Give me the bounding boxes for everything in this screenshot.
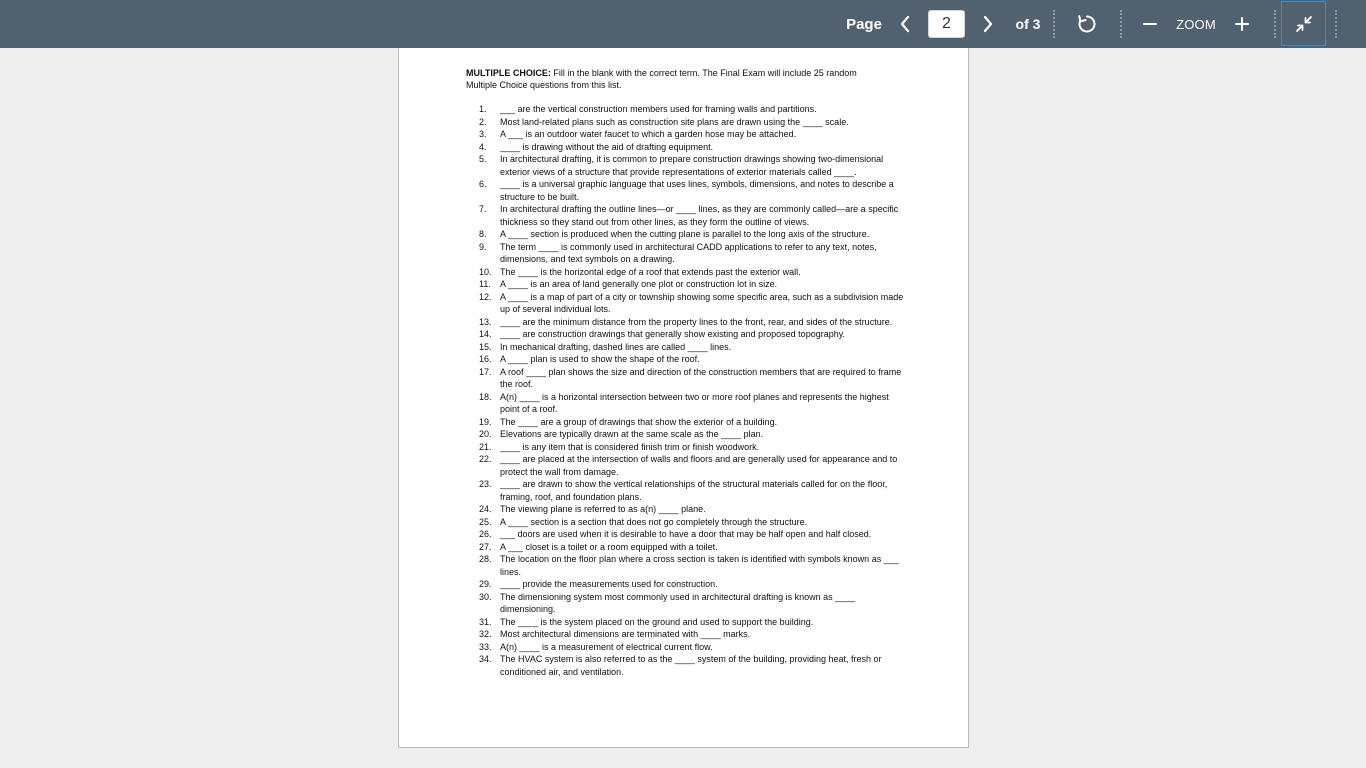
list-item [479,266,907,279]
question-number: 7. [479,204,487,214]
question-number: 23. [479,479,492,489]
list-item [479,553,907,578]
question-number: 33. [479,641,492,652]
minus-icon [1142,16,1158,32]
question-number: 29. [479,579,492,589]
question-text: Most architectural dimensions are terminated with ____ marks. [500,629,751,639]
question-number: 10. [479,266,492,277]
total-pages: of 3 [1015,16,1041,32]
question-number: 1. [479,104,487,114]
question-number: 31. [479,616,492,627]
list-item [479,316,907,329]
question-number: 19. [479,416,492,427]
list-item [479,153,907,178]
list-item [479,141,907,154]
question-text: A ____ plan is used to show the shape of the roof. [500,354,700,364]
question-number: 11. [479,279,491,289]
document-page [398,48,969,748]
question-text: ____ is a universal graphic language that uses lines, symbols, dimensions, and notes to describe a structure to be built. [500,179,894,202]
question-number: 5. [479,154,487,164]
next-page-button[interactable] [976,0,1000,48]
question-text: A ____ is a map of part of a city or township showing some specific area, such as a subdivision made up of several individual lots. [500,291,904,314]
question-number: 20. [479,429,492,439]
list-item [479,228,907,241]
list-item [479,366,907,391]
question-text: Elevations are typically drawn at the same scale as the ____ plan. [500,429,764,439]
list-item [479,178,907,203]
list-item [479,128,907,141]
list-item [479,641,907,654]
list-item [479,441,907,454]
question-text: A(n) ____ is a measurement of electrical current flow. [500,641,713,652]
document-viewer[interactable] [0,48,1366,768]
list-item [479,341,907,354]
list-item [479,616,907,629]
question-text: The ____ is the system placed on the ground and used to support the building. [500,616,814,627]
question-text: A ____ section is a section that does not go completely through the structure. [500,516,808,527]
question-number: 17. [479,366,492,377]
zoom-in-button[interactable] [1228,0,1256,48]
page-label: Page [846,15,882,33]
divider [1274,10,1276,38]
question-number: 4. [479,141,487,152]
list-item [479,103,907,116]
toolbar [0,0,1366,48]
question-text: ____ are placed at the intersection of walls and floors and are generally used for appearance and to protect the wall from damage. [500,454,898,477]
divider [1335,10,1337,38]
question-number: 21. [479,441,492,452]
list-item [479,428,907,441]
question-text: A roof ____ plan shows the size and direction of the construction members that are required to frame the roof. [500,366,902,389]
zoom-out-button[interactable] [1136,0,1164,48]
instructions-text: Fill in the blank with the correct term. The Final Exam will include 25 random Multiple Choice questions from this list. [466,68,857,91]
list-item [479,416,907,429]
question-text: The location on the floor plan where a cross section is taken is identified with symbols known as ___ lines. [500,554,899,577]
divider [1120,10,1122,38]
question-text: The viewing plane is referred to as a(n) ____ plane. [500,504,706,514]
chevron-left-icon [899,15,911,33]
question-number: 6. [479,179,487,189]
question-text: ____ is drawing without the aid of drafting equipment. [500,141,714,152]
question-number: 12. [479,291,492,302]
question-text: The ____ are a group of drawings that show the exterior of a building. [500,416,778,427]
question-text: A ____ section is produced when the cutting plane is parallel to the long axis of the structure. [500,229,870,239]
list-item [479,391,907,416]
list-item [479,503,907,516]
list-item [479,578,907,591]
question-number: 9. [479,241,487,252]
question-text: A(n) ____ is a horizontal intersection between two or more roof planes and represents the highest point of a roof. [500,391,889,414]
question-number: 3. [479,129,487,139]
question-number: 13. [479,316,492,327]
list-item [479,203,907,228]
question-text: The ____ is the horizontal edge of a roof that extends past the exterior wall. [500,266,801,277]
question-list [479,103,907,678]
list-item [479,528,907,541]
collapse-button[interactable] [1281,1,1326,46]
list-item [479,653,907,678]
question-number: 27. [479,541,492,552]
rotate-icon [1076,13,1098,35]
question-text: In architectural drafting, it is common to prepare construction drawings showing two-dimensional exterior views of a structure that provide representations of exterior materials called ____. [500,154,884,177]
question-number: 16. [479,354,492,364]
question-text: ____ are the minimum distance from the property lines to the front, rear, and sides of the structure. [500,316,893,327]
collapse-icon [1294,14,1314,34]
instructions-heading: MULTIPLE CHOICE: [466,68,551,78]
question-text: ____ provide the measurements used for construction. [500,579,718,589]
chevron-right-icon [982,15,994,33]
question-text: The HVAC system is also referred to as the ____ system of the building, providing heat, fresh or conditioned air, and ventilation. [500,654,882,677]
question-number: 25. [479,516,492,527]
list-item [479,241,907,266]
question-number: 32. [479,629,492,639]
question-text: ___ doors are used when it is desirable to have a door that may be half open and half closed. [500,529,872,539]
list-item [479,328,907,341]
question-text: In architectural drafting the outline lines—or ____ lines, as they are commonly called—are a specific thickness so they stand out from other lines, as they form the outline of views. [500,204,899,227]
zoom-label: ZOOM [1176,16,1216,32]
list-item [479,541,907,554]
question-number: 14. [479,329,492,339]
plus-icon [1234,16,1250,32]
question-text: ____ are drawn to show the vertical relationships of the structural materials called for on the floor, framing, roof, and foundation plans. [500,479,888,502]
list-item [479,353,907,366]
question-number: 34. [479,654,492,664]
question-text: A ___ is an outdoor water faucet to which a garden hose may be attached. [500,129,797,139]
question-number: 2. [479,116,487,127]
question-number: 15. [479,341,492,352]
divider [1053,10,1055,38]
question-text: Most land-related plans such as construction site plans are drawn using the ____ scale. [500,116,849,127]
list-item [479,291,907,316]
list-item [479,116,907,129]
list-item [479,628,907,641]
list-item [479,478,907,503]
question-number: 24. [479,504,492,514]
question-number: 18. [479,391,492,402]
question-text: ___ are the vertical construction members used for framing walls and partitions. [500,104,817,114]
list-item [479,278,907,291]
question-text: In mechanical drafting, dashed lines are called ____ lines. [500,341,732,352]
question-text: A ____ is an area of land generally one plot or construction lot in size. [500,279,778,289]
list-item [479,516,907,529]
list-item [479,453,907,478]
question-text: The term ____ is commonly used in architectural CADD applications to refer to any text, notes, dimensions, and text symbols on a drawing. [500,241,877,264]
instructions [466,67,886,91]
question-text: ____ are construction drawings that generally show existing and proposed topography. [500,329,846,339]
previous-page-button[interactable] [893,0,917,48]
rotate-button[interactable] [1070,0,1104,48]
list-item [479,591,907,616]
question-number: 28. [479,554,492,564]
page-number-input[interactable] [928,10,965,38]
question-number: 8. [479,229,487,239]
question-number: 26. [479,529,492,539]
question-text: The dimensioning system most commonly used in architectural drafting is known as ____ dimensioning. [500,591,856,614]
question-text: A ___ closet is a toilet or a room equipped with a toilet. [500,541,718,552]
question-text: ____ is any item that is considered finish trim or finish woodwork. [500,441,760,452]
question-number: 30. [479,591,492,602]
question-number: 22. [479,454,492,464]
